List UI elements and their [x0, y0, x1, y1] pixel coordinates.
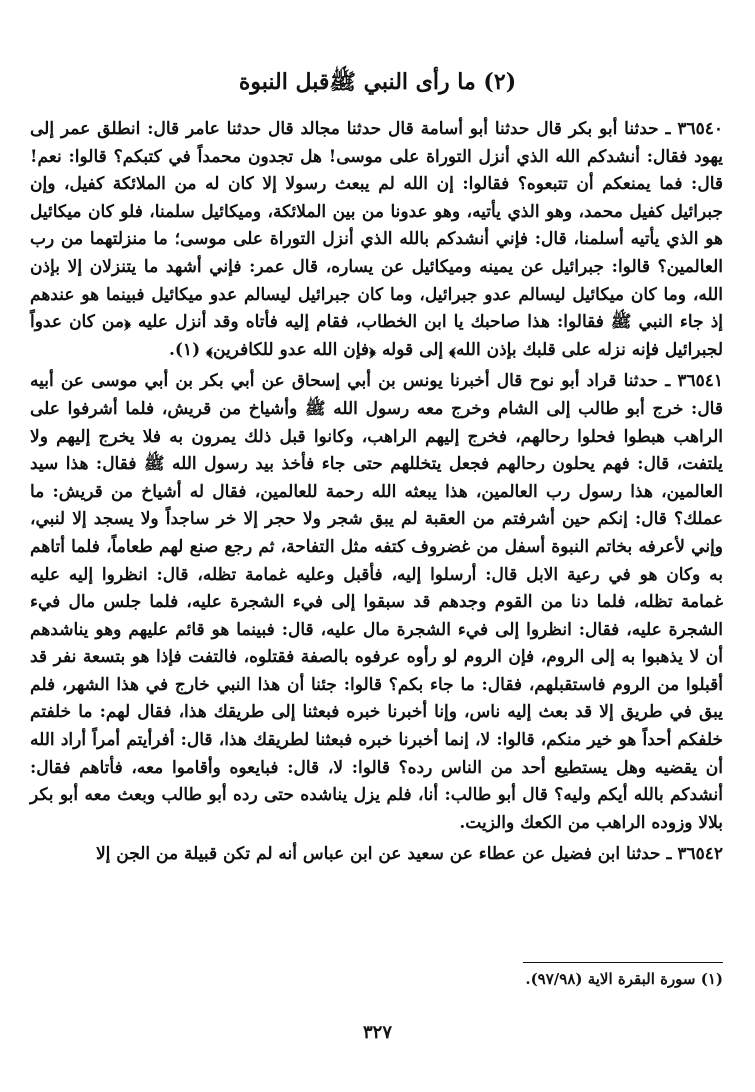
- chapter-title: (٢) ما رأى النبي ﷺقبل النبوة: [238, 69, 517, 95]
- footnote: (١) سورة البقرة الاية (٩٧/٩٨).: [525, 970, 723, 988]
- page-number: ٣٢٧: [362, 1022, 392, 1043]
- hadith-paragraph: ٣٦٥٤٠ ـ حدثنا أبو بكر قال حدثنا أبو أسامة قال حدثنا مجالد قال حدثنا عامر قال: انطلق عمر إلى يهود فقال: أنشدكم الله الذي أنزل التوراة على موسى! هل تجدون محمداً في كتبكم؟ قالوا: نعم! قال: فما يمنعكم أن تتبعوه؟ فقالوا: إن الله لم يبعث رسولا إلا كان له من الملائكة كفيل، وإن جبرائيل كفيل محمد، وهو الذي يأتيه، وهو عدونا من بين الملائكة، وميكائيل سلمنا، فلو كان ميكائيل هو الذي يأتيه أسلمنا، قال: فإني أنشدكم بالله الذي أنزل التوراة على موسى؛ ما منزلتهما من رب العالمين؟ قالوا: جبرائيل عن يمينه وميكائيل عن يساره، قال عمر: فإني أشهد ما يتنزلان إلا بإذن الله، وما كان ميكائيل ليسالم عدو جبرائيل، وما كان جبرائيل ليسالم عدو ميكائيل فبينما هو عندهم إذ جاء النبي ﷺ فقالوا: هذا صاحبك يا ابن الخطاب، فقام إليه فأتاه وقد أنزل عليه ﴿من كان عدواً لجبرائيل فإنه نزله على قلبك بإذن الله﴾ إلى قوله ﴿فإن الله عدو للكافرين﴾ (١).: [30, 119, 723, 360]
- main-text: [30, 116, 723, 871]
- hadith-paragraph: ٣٦٥٤١ ـ حدثنا قراد أبو نوح قال أخبرنا يونس بن أبي إسحاق عن أبي بكر بن أبي موسى عن أبيه قال: خرج أبو طالب إلى الشام وخرج معه رسول الله ﷺ وأشياخ من قريش، فلما أشرفوا على الراهب هبطوا فحلوا رحالهم، فخرج إليهم الراهب، وكانوا قبل ذلك يمرون به فلا يخرج إليهم ولا يلتفت، قال: فهم يحلون رحالهم فجعل يتخللهم حتى جاء فأخذ بيد رسول الله ﷺ فقال: هذا سيد العالمين، هذا رسول رب العالمين، هذا يبعثه الله رحمة للعالمين، فقال له أشياخ من قريش: ما عملك؟ قال: إنكم حين أشرفتم من العقبة لم يبق شجر ولا حجر إلا خر ساجداً ولا يسجد إلا لنبي، وإني لأعرفه بخاتم النبوة أسفل من غضروف كتفه مثل التفاحة، ثم رجع صنع لهم طعاماً، فلما أتاهم به وكان هو في رعية الابل قال: أرسلوا إليه، فأقبل وعليه غمامة تظله، قال: انظروا إليه عليه غمامة تظله، فلما دنا من القوم وجدهم قد سبقوا إلى فيء الشجرة عليه، فلما جلس مال فيء الشجرة عليه، فقال: انظروا إلى فيء الشجرة مال عليه، قال: فبينما هو قائم عليهم وهو يناشدهم أن لا يذهبوا به إلى الروم، فإن الروم لو رأوه عرفوه بالصفة فقتلوه، فالتفت فإذا هو بتسعة نفر قد أقبلوا من الروم فاستقبلهم، فقال: ما جاء بكم؟ قالوا: جئنا أن هذا النبي خارج في هذا الشهر، فلم يبق في طريق إلا قد بعث إليه ناس، وإنا أخبرنا خبره فبعثنا إلى طريقك هذا، فقال لهم: ما خلفتم خلفكم أحداً هو خير منكم، قالوا: لا، إنما أخبرنا خبره فبعثنا لطريقك هذا، قال: أفرأيتم أمراً أراد الله أن يقضيه وهل يستطيع أحد من الناس رده؟ قالوا: لا، قال: فبايعوه وأقاموا معه، فأتاهم فقال: أنشدكم بالله أيكم وليه؟ قال أبو طالب: أنا، فلم يزل يناشده حتى رده أبو طالب وبعث معه أبو بكر بلالا وزوده الراهب من الكعك والزيت.: [30, 371, 724, 833]
- hadith-paragraph: ٣٦٥٤٢ ـ حدثنا ابن فضيل عن عطاء عن سعيد عن ابن عباس أنه لم تكن قبيلة من الجن إلا: [95, 844, 723, 865]
- footnote-divider: [523, 962, 723, 963]
